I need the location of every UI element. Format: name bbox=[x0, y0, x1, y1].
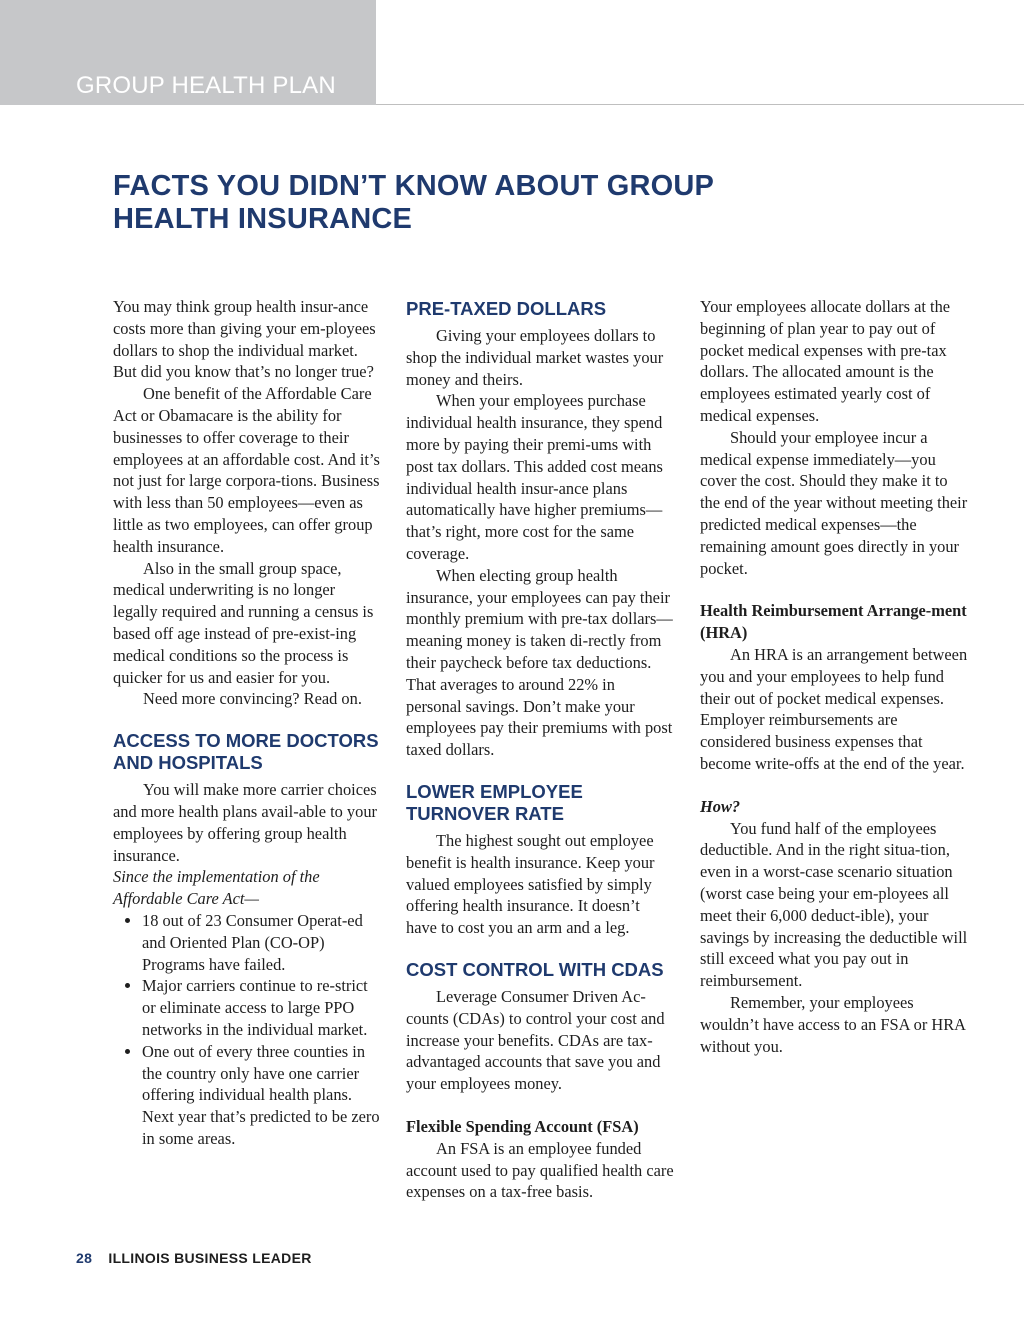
article-title: FACTS YOU DIDN’T KNOW ABOUT GROUP HEALTH INSURANCE bbox=[113, 170, 714, 235]
article-column-1 bbox=[113, 296, 383, 1150]
section-heading-access: ACCESS TO MORE DOCTORS AND HOSPITALS bbox=[113, 730, 379, 774]
italic-lead: Since the implementation of the Affordable Care Act— bbox=[113, 867, 320, 909]
body-paragraph: One benefit of the Affordable Care Act or Obamacare is the ability for businesses to offer coverage to their employees at an affordable cost. And it’s not just for large corpora-tions. Business with less than 50 employees—even as little as two employees, can offer group health insurance. bbox=[113, 384, 380, 556]
article-column-2 bbox=[406, 296, 674, 1203]
article-column-3 bbox=[700, 296, 968, 1057]
body-paragraph: An HRA is an arrangement between you and your employees to help fund their out of pocket medical expenses. Employer reimbursements are considered business expenses that become write-offs at the end of the year. bbox=[700, 644, 968, 773]
body-paragraph: An FSA is an employee funded account used to pay qualified health care expenses on a tax-free basis. bbox=[406, 1138, 674, 1202]
section-heading-turnover: LOWER EMPLOYEE TURNOVER RATE bbox=[406, 780, 583, 824]
body-paragraph: Giving your employees dollars to shop the individual market wastes your money and theirs. bbox=[406, 326, 664, 389]
body-paragraph: You may think group health insur-ance costs more than giving your em-ployees dollars to shop the individual market. But did you know that’s no longer true? bbox=[113, 297, 376, 382]
section-heading-cdas: COST CONTROL WITH CDAS bbox=[406, 958, 664, 980]
subheading-hra: Health Reimbursement Arrange-ment (HRA) bbox=[700, 601, 967, 643]
body-paragraph: You will make more carrier choices and more health plans avail-able to your employees by offering group health insurance. bbox=[113, 780, 377, 865]
section-label: GROUP HEALTH PLAN bbox=[76, 72, 336, 99]
body-paragraph: Also in the small group space, medical underwriting is no longer legally required and running a census is based off age instead of pre-exist-ing medical conditions so the process is quicker for us and easier for you. bbox=[113, 558, 374, 687]
section-heading-pretaxed: PRE-TAXED DOLLARS bbox=[406, 298, 607, 319]
page-number: 28 bbox=[76, 1250, 93, 1266]
body-paragraph: You fund half of the employees deductible. And in the right situa-tion, even in a worst-case scenario situation (worst case being your em-ployees all meet their 6,000 deduct-ible), your savings by increasing the deductible will still exceed what you pay out in reimbursement. bbox=[700, 818, 968, 991]
header-divider bbox=[376, 104, 1024, 105]
page-footer bbox=[76, 1250, 312, 1266]
body-paragraph: When your employees purchase individual health insurance, they spend more by paying their premi-ums with post tax dollars. This added cost means individual health insur-ance plans automatically have higher premiums—that’s right, more cost for the same coverage. bbox=[406, 391, 663, 563]
body-paragraph: Need more convincing? Read on. bbox=[143, 689, 362, 709]
body-paragraph: Should your employee incur a medical expense immediately—you cover the cost. Should they make it to the end of the year without meeting their predicted medical expenses—the remaining amount goes directly in your pocket. bbox=[700, 427, 968, 578]
publication-name: ILLINOIS BUSINESS LEADER bbox=[108, 1250, 312, 1266]
body-paragraph: Remember, your employees wouldn’t have access to an FSA or HRA without you. bbox=[700, 992, 966, 1056]
body-paragraph: When electing group health insurance, your employees can pay their monthly premium with pre-tax dollars—meaning money is taken di-rectly from their paycheck before tax deductions. That averages to around 22% in personal savings. Don’t make your employees pay their premiums with post taxed dollars. bbox=[406, 565, 673, 760]
list-item: • 18 out of 23 Consumer Operat-ed and Oriented Plan (CO-OP) Programs have failed. bbox=[142, 910, 383, 975]
body-paragraph: The highest sought out employee benefit is health insurance. Keep your valued employees satisfied by simply offering health insurance. It doesn’t have to cost you an arm and a leg. bbox=[406, 830, 655, 938]
list-item: • Major carriers continue to re-strict or eliminate access to large PPO networks in the individual market. bbox=[142, 975, 383, 1040]
subheading-how: How? bbox=[700, 796, 741, 816]
body-paragraph: Leverage Consumer Driven Ac-counts (CDAs) to control your cost and increase your benefits. CDAs are tax-advantaged accounts that save you and your employees money. bbox=[406, 986, 665, 1094]
subheading-fsa: Flexible Spending Account (FSA) bbox=[406, 1116, 639, 1136]
bullet-list bbox=[113, 910, 383, 1150]
list-item: • One out of every three counties in the country only have one carrier offering individual health plans. Next year that’s predicted to be zero in some areas. bbox=[142, 1041, 383, 1150]
body-paragraph: Your employees allocate dollars at the beginning of plan year to pay out of pocket medical expenses with pre-tax dollars. The allocated amount is the employees estimated yearly cost of medical expenses. bbox=[700, 297, 951, 425]
